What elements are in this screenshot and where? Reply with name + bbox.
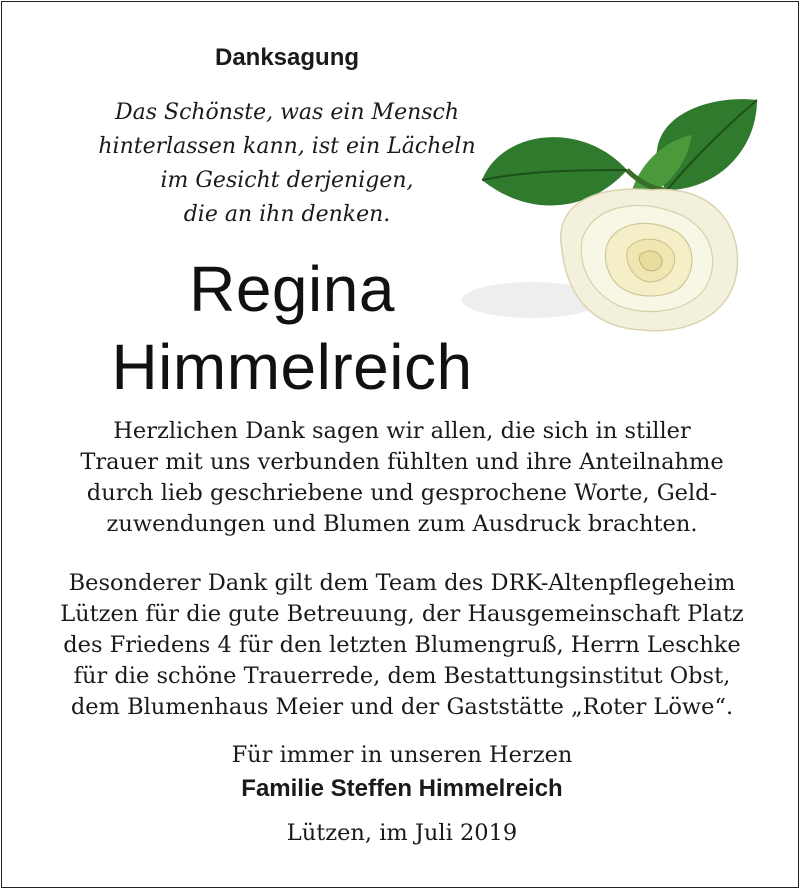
quote-line: hinterlassen kann, ist ein Lächeln <box>98 134 476 159</box>
place-date: Lützen, im Juli 2019 <box>286 820 518 846</box>
special-thanks-line: des Friedens 4 für den letzten Blumengruß, Herrn Leschke <box>63 632 741 658</box>
special-thanks-line: Lützen für die gute Betreuung, der Hausgemeinschaft Platz <box>60 601 744 627</box>
quote-line: im Gesicht derjenigen, <box>160 168 414 193</box>
special-thanks-paragraph <box>32 568 772 723</box>
heading: Danksagung <box>214 44 360 71</box>
closing-block <box>32 738 772 806</box>
thanks-line: Herzlichen Dank sagen wir allen, die sich in stiller <box>113 418 691 444</box>
special-thanks-line: dem Blumenhaus Meier und der Gaststätte „Roter Löwe“. <box>70 694 734 720</box>
deceased-last-name: Himmelreich <box>111 331 473 403</box>
obituary-card <box>1 1 799 888</box>
thanks-line: Trauer mit uns verbunden fühlten und ihre Anteilnahme <box>80 449 724 475</box>
special-thanks-line: Besonderer Dank gilt dem Team des DRK-Altenpflegeheim <box>68 570 736 596</box>
thanks-paragraph <box>32 416 772 540</box>
closing-line: Für immer in unseren Herzen <box>231 742 573 768</box>
thanks-line: durch lieb geschriebene und gesprochene Worte, Geld- <box>86 480 718 506</box>
quote-line: die an ihn denken. <box>183 202 391 227</box>
thanks-line: zuwendungen und Blumen zum Ausdruck brachten. <box>106 511 698 537</box>
special-thanks-line: für die schöne Trauerrede, dem Bestattungsinstitut Obst, <box>73 663 731 689</box>
family-signature: Familie Steffen Himmelreich <box>241 775 563 802</box>
quote-line: Das Schönste, was ein Mensch <box>114 100 460 125</box>
deceased-first-name: Regina <box>189 253 395 325</box>
